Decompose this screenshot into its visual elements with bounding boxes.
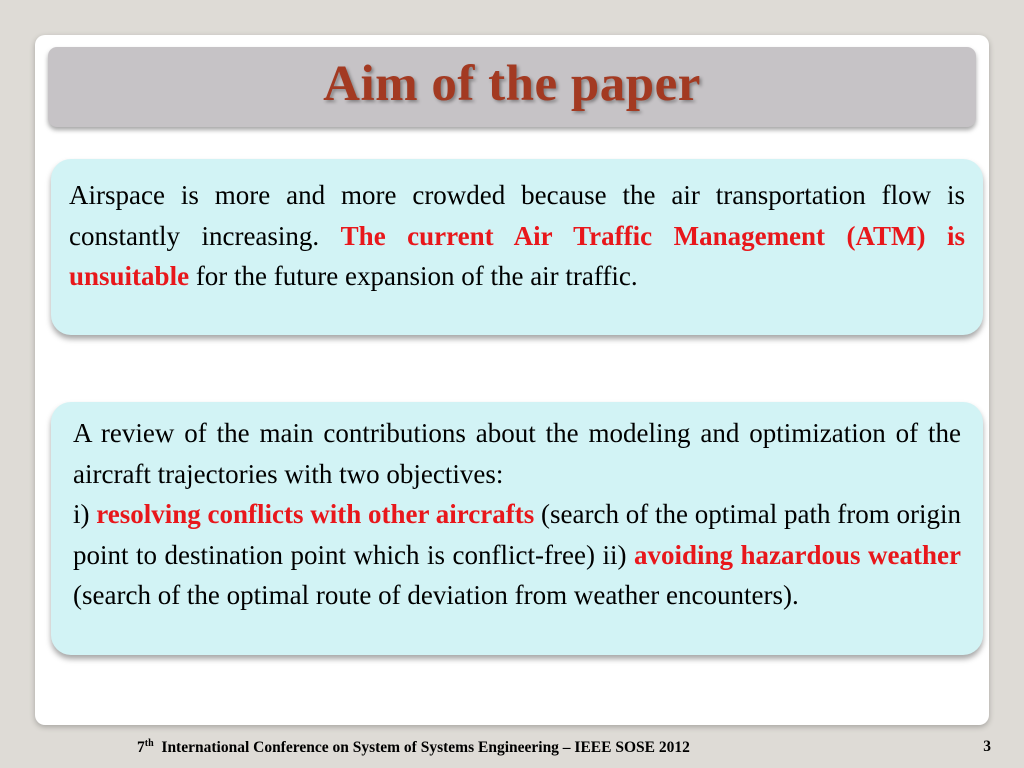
ordinal-suffix: th — [144, 738, 154, 749]
objectives-intro: A review of the main contributions about the modeling and optimization of the aircraft trajectories with two objectives: — [73, 418, 961, 489]
footer — [0, 738, 1024, 762]
title-bar — [48, 47, 976, 127]
objective-i-description: (search of the optimal path from origin point to destination point which is conflict-free) ii) — [73, 499, 961, 570]
conference-name: International Conference on System of Systems Engineering – IEEE SOSE 2012 — [161, 739, 690, 757]
objective-ii-description: (search of the optimal route of deviation from weather encounters). — [73, 580, 799, 610]
text-box-problem — [51, 159, 983, 335]
problem-text-end: for the future expansion of the air traffic. — [189, 261, 638, 291]
text-box-objectives — [51, 402, 983, 655]
objective-i-marker: i) — [73, 499, 97, 529]
page-number: 3 — [983, 738, 991, 755]
ordinal-number: 7 — [137, 739, 145, 757]
objective-ii-highlight: avoiding hazardous weather — [633, 539, 961, 570]
problem-highlight: The current Air Traffic Management (ATM) is unsuitable — [69, 220, 966, 291]
conference-footer — [137, 738, 690, 757]
problem-text: Airspace is more and more crowded because the air transportation flow is constantly increasing. — [69, 180, 965, 251]
slide-title: Aim of the paper — [323, 56, 701, 112]
objective-i-highlight: resolving conflicts with other aircrafts — [96, 499, 535, 529]
objectives-list — [73, 494, 961, 616]
